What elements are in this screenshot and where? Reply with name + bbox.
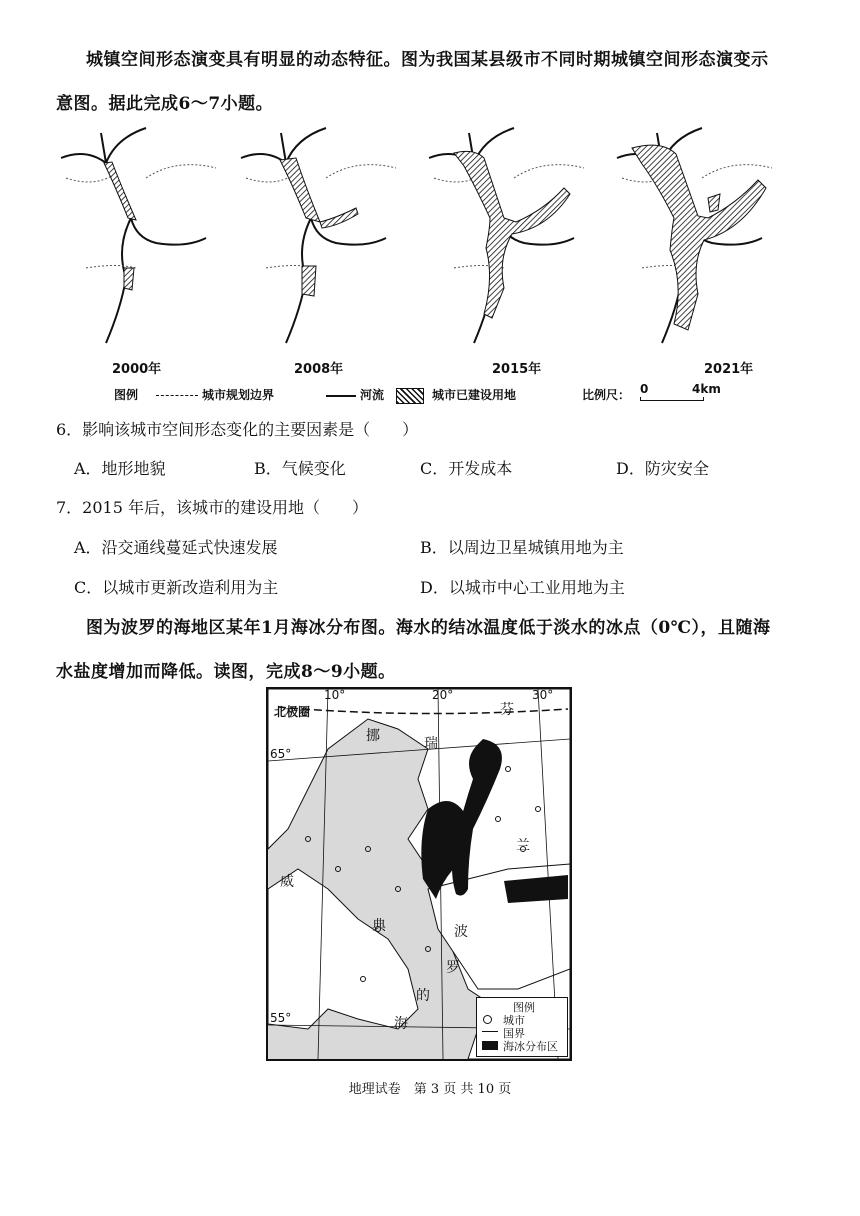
place-label-dian: 典 bbox=[372, 918, 386, 934]
legend-built: 城市已建设用地 bbox=[432, 388, 517, 402]
ice-area-icon bbox=[482, 1041, 498, 1050]
river-line-icon bbox=[326, 395, 356, 397]
place-label-fen: 芬 bbox=[500, 702, 514, 718]
q7-option-c: C．以城市更新改造利用为主 bbox=[74, 578, 279, 597]
place-label-nuo: 挪 bbox=[366, 728, 380, 744]
map-2000 bbox=[56, 118, 234, 358]
q6-option-d: D．防灾安全 bbox=[616, 459, 709, 478]
map-2015 bbox=[424, 118, 602, 358]
baltic-legend-city: 城市 bbox=[503, 1014, 525, 1027]
question-7-stem: 7．2015 年后，该城市的建设用地（ ） bbox=[56, 498, 368, 517]
lon-label-10: 10° bbox=[324, 688, 346, 702]
lat-label-65: 65° bbox=[270, 747, 292, 761]
q6-option-b: B．气候变化 bbox=[254, 459, 346, 478]
built-area-icon bbox=[396, 388, 424, 404]
intro-paragraph-1 bbox=[56, 38, 816, 126]
intro2-line-1: 图为波罗的海地区某年1月海冰分布图。海水的结冰温度低于淡水的冰点（0℃），且随海 bbox=[86, 618, 771, 638]
year-label-2008: 2008年 bbox=[294, 362, 344, 377]
q7-option-a: A．沿交通线蔓延式快速发展 bbox=[74, 538, 278, 557]
baltic-legend-ice: 海冰分布区 bbox=[503, 1040, 558, 1053]
year-label-2021: 2021年 bbox=[704, 362, 754, 377]
q7-option-b: B．以周边卫星城镇用地为主 bbox=[420, 538, 624, 557]
map-2008 bbox=[236, 118, 414, 358]
q6-option-a: A．地形地貌 bbox=[74, 459, 166, 478]
boundary-line-icon bbox=[156, 395, 198, 396]
scale-bar-icon bbox=[640, 397, 704, 401]
intro2-line-2: 水盐度增加而降低。读图，完成8～9小题。 bbox=[56, 662, 396, 682]
legend-title: 图例 bbox=[114, 388, 139, 402]
legend-river: 河流 bbox=[360, 388, 385, 402]
page-footer: 地理试卷 第 3 页 共 10 页 bbox=[348, 1082, 512, 1097]
map-2021 bbox=[612, 118, 790, 358]
lat-label-55: 55° bbox=[270, 1011, 292, 1025]
baltic-legend-title: 图例 bbox=[513, 1001, 535, 1014]
city-icon bbox=[483, 1015, 492, 1024]
place-label-lan: 兰 bbox=[516, 838, 530, 854]
lon-label-30: 30° bbox=[532, 688, 554, 702]
intro-paragraph-2 bbox=[56, 606, 816, 694]
place-label-hai: 海 bbox=[394, 1016, 408, 1032]
intro-line-2: 意图。据此完成6～7小题。 bbox=[56, 94, 274, 114]
year-label-2015: 2015年 bbox=[492, 362, 542, 377]
baltic-map-legend bbox=[476, 997, 568, 1057]
place-label-rui: 瑞 bbox=[424, 736, 438, 752]
scale-max: 4km bbox=[692, 382, 721, 396]
baltic-sea-ice-map bbox=[266, 687, 572, 1061]
legend-boundary: 城市规划边界 bbox=[202, 388, 275, 402]
arctic-circle-label: 北极圈 bbox=[274, 705, 311, 719]
place-label-bo: 波 bbox=[454, 924, 468, 940]
scale-zero: 0 bbox=[640, 382, 649, 396]
year-label-2000: 2000年 bbox=[112, 362, 162, 377]
intro-line-1: 城镇空间形态演变具有明显的动态特征。图为我国某县级市不同时期城镇空间形态演变示 bbox=[86, 50, 769, 70]
place-label-luo: 罗 bbox=[446, 960, 460, 976]
q6-option-c: C．开发成本 bbox=[420, 459, 513, 478]
city-evolution-maps bbox=[56, 118, 816, 388]
baltic-legend-border: 国界 bbox=[503, 1027, 525, 1040]
place-label-de: 的 bbox=[416, 988, 430, 1004]
question-6-stem: 6．影响该城市空间形态变化的主要因素是（ ） bbox=[56, 420, 419, 439]
scale-label: 比例尺： bbox=[582, 388, 631, 402]
lon-label-20: 20° bbox=[432, 688, 454, 702]
q7-option-d: D．以城市中心工业用地为主 bbox=[420, 578, 625, 597]
city-map-legend bbox=[100, 382, 760, 406]
place-label-wei: 威 bbox=[280, 874, 294, 890]
border-line-icon bbox=[482, 1031, 498, 1032]
